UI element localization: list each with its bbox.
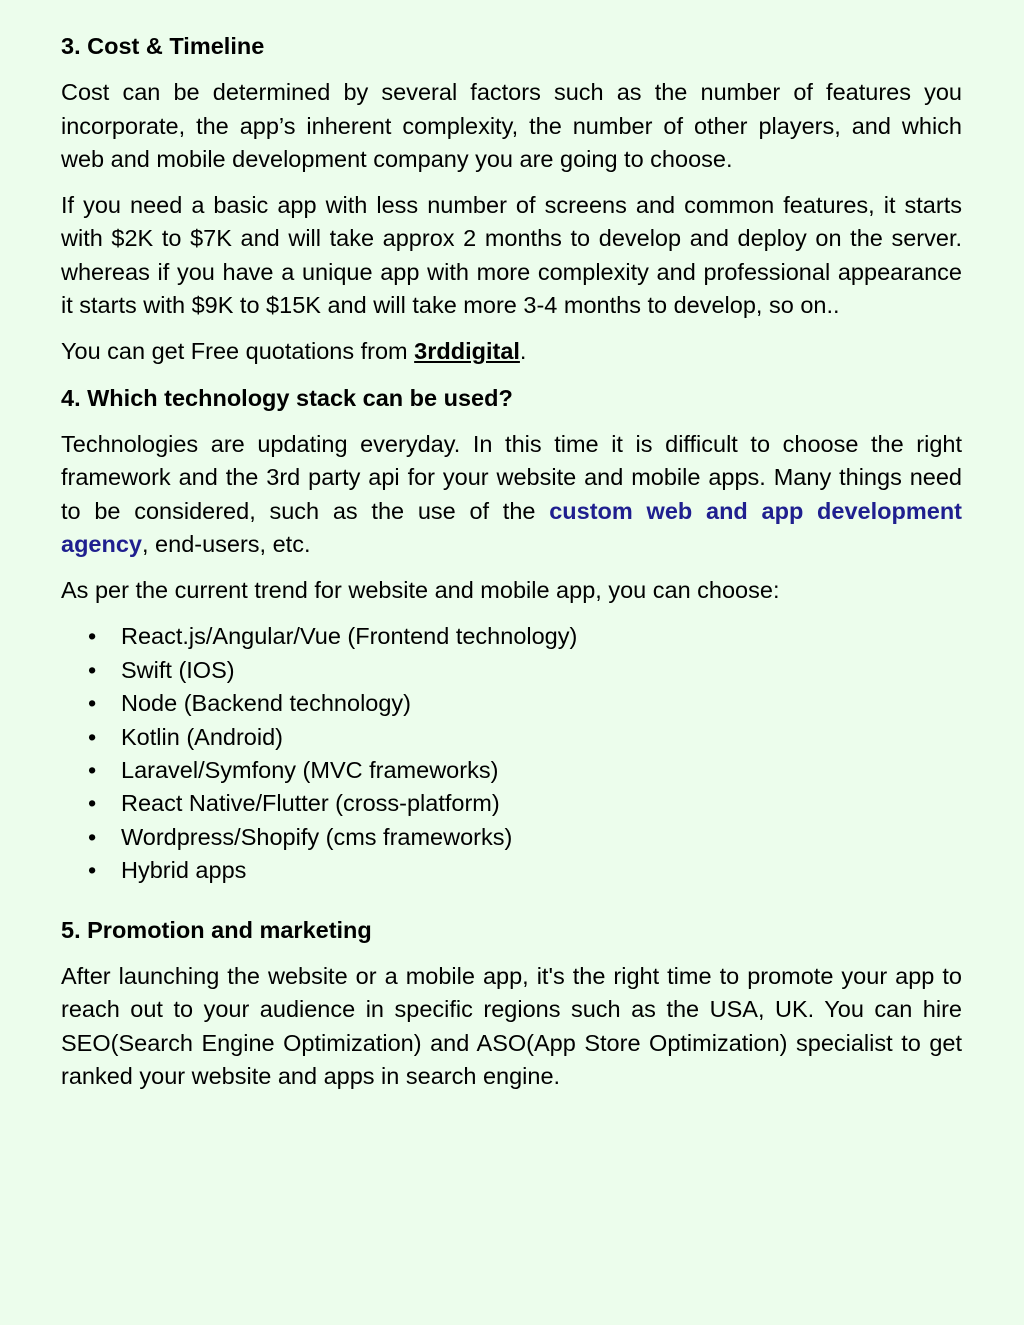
document-content [61, 30, 962, 1093]
list-item [61, 687, 962, 720]
list-item [61, 754, 962, 787]
bullet-icon: • [88, 623, 97, 650]
list-item-label: Hybrid apps [121, 857, 247, 884]
list-item [61, 721, 962, 754]
list-item-label: Kotlin (Android) [121, 723, 283, 750]
bullet-icon: • [88, 723, 97, 750]
custom-web-app-agency-link[interactable]: custom web and app development agency [61, 497, 962, 557]
list-item-label: Swift (IOS) [121, 656, 235, 683]
section-3-paragraph-3 [61, 335, 962, 368]
bullet-icon: • [88, 857, 97, 884]
list-item-label: React.js/Angular/Vue (Frontend technology) [121, 623, 578, 650]
list-item [61, 821, 962, 854]
section-3-paragraph-2: If you need a basic app with less number of screens and common features, it starts with $2K to $7K and will take approx 2 months to develop and deploy on the server. whereas if you have a unique app with more complexity and professional appearance it starts with $9K to $15K and will take more 3-4 months to develop, so on.. [61, 192, 962, 319]
bullet-icon: • [88, 823, 97, 850]
list-item-label: Node (Backend technology) [121, 690, 412, 717]
list-item [61, 620, 962, 653]
list-item-label: Laravel/Symfony (MVC frameworks) [121, 757, 499, 784]
section-4-heading: 4. Which technology stack can be used? [61, 384, 513, 411]
section-4-paragraph-2: As per the current trend for website and mobile app, you can choose: [61, 577, 780, 604]
list-item-label: Wordpress/Shopify (cms frameworks) [121, 823, 513, 850]
technology-text: Technologies are updating everyday. In this time it is difficult to choose the right framework and the 3rd party api for your website and mobile apps. Many things need to be considered, such as the use of the [61, 430, 962, 524]
bullet-icon: • [88, 757, 97, 784]
bullet-icon: • [88, 656, 97, 683]
bullet-icon: • [88, 690, 97, 717]
list-item [61, 854, 962, 887]
technology-list [61, 620, 962, 887]
list-item-label: React Native/Flutter (cross-platform) [121, 790, 500, 817]
section-3-paragraph-1: Cost can be determined by several factors such as the number of features you incorporate, the app’s inherent complexity, the number of other players, and which web and mobile development company you are going to choose. [61, 79, 962, 172]
section-5-heading: 5. Promotion and marketing [61, 916, 372, 943]
list-item [61, 654, 962, 687]
technology-suffix: , end-users, etc. [142, 530, 311, 557]
section-5-paragraph-1: After launching the website or a mobile app, it's the right time to promote your app to reach out to your audience in specific regions such as the USA, UK. You can hire SEO(Search Engine Optimization) and ASO(App Store Optimization) specialist to get ranked your website and apps in search engine. [61, 963, 962, 1089]
quotation-suffix: . [519, 338, 527, 365]
section-4-paragraph-1 [61, 428, 962, 561]
bullet-icon: • [88, 790, 97, 817]
section-3-heading: 3. Cost & Timeline [61, 33, 265, 59]
3rddigital-link[interactable]: 3rddigital [414, 338, 520, 365]
quotation-text: You can get Free quotations from [61, 338, 415, 365]
list-item [61, 787, 962, 820]
